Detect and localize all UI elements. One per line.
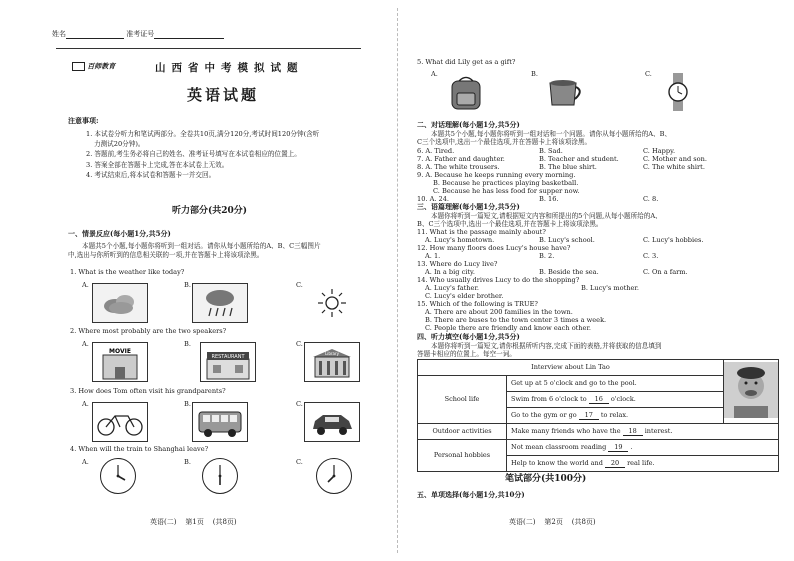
blank-20[interactable]: 20: [605, 459, 625, 468]
option-item: C. 8.: [643, 195, 659, 203]
option-label: C.: [296, 340, 303, 348]
question-text: 1. What is the weather like today?: [70, 268, 185, 276]
watch-icon[interactable]: [663, 72, 693, 112]
photo-icon: [724, 362, 778, 418]
option-label: B.: [184, 400, 191, 408]
option-label: C.: [296, 458, 303, 466]
option-item: 10. A. 24.: [417, 195, 450, 203]
option-label: A.: [82, 400, 89, 408]
option-item: B. Teacher and student.: [539, 155, 619, 163]
blank-18[interactable]: 18: [623, 427, 643, 436]
right-page: [397, 0, 794, 561]
blank-16[interactable]: 16: [589, 395, 609, 404]
option-item: A. There are about 200 families in the town.: [425, 308, 573, 316]
option-item: B. There are buses to the town center 3 times a week.: [425, 316, 607, 324]
option-label: A.: [82, 281, 89, 289]
svg-text:Library: Library: [325, 351, 339, 356]
option-item: B. Because he practices playing basketball.: [433, 179, 579, 187]
table-cell: Swim from 6 o'clock to 16 o'clock.: [507, 392, 724, 408]
notice-item: 力测试20分钟)。: [94, 140, 145, 149]
exam-header: [52, 30, 224, 39]
cloudy-icon[interactable]: [92, 283, 148, 323]
part3-desc: B、C三个选项中,选出一个最佳选项,并在答题卡上将该项涂黑。: [417, 220, 603, 228]
part5-heading: 五、单项选择(每小题1分,共10分): [417, 490, 525, 499]
clock-icon[interactable]: [316, 458, 352, 494]
notice-item: 3. 答案全部在答题卡上完成,答在本试卷上无效。: [86, 160, 229, 169]
option-label: B.: [184, 458, 191, 466]
option-item: C. People there are friendly and know each other.: [425, 324, 591, 332]
part1-desc: 本题共5个小题,每小题你将听到一组对话。请你从每小题所给的A、B、C三幅图片: [82, 242, 321, 250]
table-cell: Go to the gym or go 17 to relax.: [507, 408, 724, 424]
part2-heading: 二、对话理解(每小题1分,共5分): [417, 120, 520, 129]
option-row: 6. A. Tired.: [417, 147, 455, 155]
cup-icon[interactable]: [543, 72, 589, 112]
option-item: C. Mother and son.: [643, 155, 707, 163]
option-item: B. Beside the sea.: [539, 268, 599, 276]
table-cell: Get up at 5 o'clock and go to the pool.: [507, 376, 724, 392]
table-cell: Not mean classroom reading 19 .: [507, 440, 779, 456]
name-label: 姓名: [52, 30, 66, 38]
option-item: A. In a big city.: [425, 268, 475, 276]
option-label: A.: [82, 340, 89, 348]
option-item: B. The blue shirt.: [539, 163, 597, 171]
table-cell: Help to know the world and 20 real life.: [507, 456, 779, 472]
question-text: 11. What is the passage mainly about?: [417, 228, 546, 236]
table-cell: Make many friends who have the 18 interest.: [507, 424, 779, 440]
question-text: 12. How many floors does Lucy's house have?: [417, 244, 571, 252]
option-item: A. Lucy's father.: [425, 284, 479, 292]
part3-desc: 本题你将听到一篇短文,请根据短文内容和所提出的5个问题,从每小题所给的A、: [431, 212, 662, 220]
part2-desc: C三个选项中,选出一个最佳选项,并在答题卡上将该项涂黑。: [417, 138, 592, 146]
book-icon: [72, 62, 85, 71]
notice-item: 2. 答题前,考生务必将自己的姓名、准考证号填写在本试卷相应的位置上。: [86, 150, 301, 159]
option-item: 9. A. Because he keeps running every morning.: [417, 171, 576, 179]
notice-heading: 注意事项:: [68, 116, 99, 125]
page-footer: 英语(二) 第1页 (共8页): [150, 518, 237, 526]
blank-19[interactable]: 19: [608, 443, 628, 452]
listening-section-title: 听力部分(共20分): [172, 206, 248, 216]
question-text: 14. Who usually drives Lucy to do the shopping?: [417, 276, 580, 284]
option-label: B.: [184, 340, 191, 348]
exam-subject-title: 英语试题: [187, 86, 260, 104]
notice-item: 4. 考试结束后,将本试卷和答题卡一并交回。: [86, 170, 216, 179]
option-label: A.: [431, 70, 438, 78]
question-text: 3. How does Tom often visit his grandparents?: [70, 387, 226, 395]
bus-icon[interactable]: [192, 402, 248, 442]
option-item: B. 2.: [539, 252, 555, 260]
option-item: C. Lucy's elder brother.: [425, 292, 504, 300]
option-label: B.: [184, 281, 191, 289]
part1-heading: 一、情景反应(每小题1分,共5分): [68, 229, 171, 238]
info-table: [417, 359, 779, 472]
question-text: 15. Which of the following is TRUE?: [417, 300, 538, 308]
option-item: C. Happy.: [643, 147, 676, 155]
row-label: School life: [418, 376, 507, 424]
notice-item: 1. 本试卷分听力和笔试两部分。全卷共10页,满分120分,考试时间120分钟(含听: [86, 130, 320, 138]
ticket-label: 准考证号: [126, 30, 155, 38]
option-item: B. 16.: [539, 195, 559, 203]
clock-icon[interactable]: [202, 458, 238, 494]
row-label: Personal hobbies: [418, 440, 507, 472]
part4-heading: 四、听力填空(每小题1分,共5分): [417, 332, 520, 341]
option-item: 7. A. Father and daughter.: [417, 155, 505, 163]
part3-heading: 三、语篇理解(每小题1分,共5分): [417, 202, 520, 211]
table-title: Interview about Lin Tao: [418, 360, 724, 376]
part1-desc: 中,选出与你所听到的信息相关联的一项,并在答题卡上将该项涂黑。: [68, 251, 264, 259]
ticket-field[interactable]: [154, 31, 224, 39]
written-section-title: 笔试部分(共100分): [505, 474, 587, 484]
row-label: Outdoor activities: [418, 424, 507, 440]
car-icon[interactable]: [304, 402, 360, 442]
cinema-icon[interactable]: [92, 342, 148, 382]
option-item: B. Lucy's school.: [539, 236, 595, 244]
restaurant-icon[interactable]: [200, 342, 256, 382]
header-rule: [56, 48, 361, 49]
exam-title: 山西省中考模拟试题: [155, 62, 304, 74]
question-text: 4. When will the train to Shanghai leave?: [70, 445, 209, 453]
option-label: A.: [82, 458, 89, 466]
option-label: C.: [296, 400, 303, 408]
name-field[interactable]: [66, 31, 124, 39]
option-item: C. The white shirt.: [643, 163, 705, 171]
brand-logo: 百师教育: [72, 62, 115, 71]
question-text: 2. Where most probably are the two speakers?: [70, 327, 227, 335]
option-label: C.: [645, 70, 652, 78]
option-item: C. 3.: [643, 252, 659, 260]
part2-desc: 本题共5个小题,每小题你将听到一组对话和一个问题。请你从每小题所给的A、B、: [431, 130, 672, 138]
clock-icon[interactable]: [100, 458, 136, 494]
sunny-icon[interactable]: [304, 283, 360, 323]
option-item: 8. A. The white trousers.: [417, 163, 500, 171]
boy-photo: [724, 360, 779, 424]
rainy-icon[interactable]: [192, 283, 248, 323]
library-icon[interactable]: [304, 342, 360, 382]
question-text: 5. What did Lily get as a gift?: [417, 58, 516, 66]
svg-text:MOVIE: MOVIE: [109, 348, 131, 355]
option-item: A. 1.: [425, 252, 441, 260]
part4-desc: 本题你将听到一篇短文,请你根据所听内容,完成下面的表格,并将获取的信息填到: [431, 342, 662, 350]
page-footer: 英语(二) 第2页 (共8页): [509, 518, 596, 526]
notice-list: [86, 129, 319, 180]
option-item: C. Because he has less food for supper now.: [433, 187, 580, 195]
bike-icon[interactable]: [92, 402, 148, 442]
part4-desc: 答题卡相应的位置上。每空一词。: [417, 350, 516, 358]
backpack-icon[interactable]: [445, 72, 487, 112]
svg-text:RESTAURANT: RESTAURANT: [211, 354, 245, 360]
option-item: B. Lucy's mother.: [581, 284, 639, 292]
blank-17[interactable]: 17: [579, 411, 599, 420]
option-item: C. On a farm.: [643, 268, 688, 276]
option-item: B. Sad.: [539, 147, 563, 155]
option-item: A. Lucy's hometown.: [425, 236, 495, 244]
option-label: C.: [296, 281, 303, 289]
question-text: 13. Where do Lucy live?: [417, 260, 498, 268]
option-item: C. Lucy's hobbies.: [643, 236, 704, 244]
option-label: B.: [531, 70, 538, 78]
